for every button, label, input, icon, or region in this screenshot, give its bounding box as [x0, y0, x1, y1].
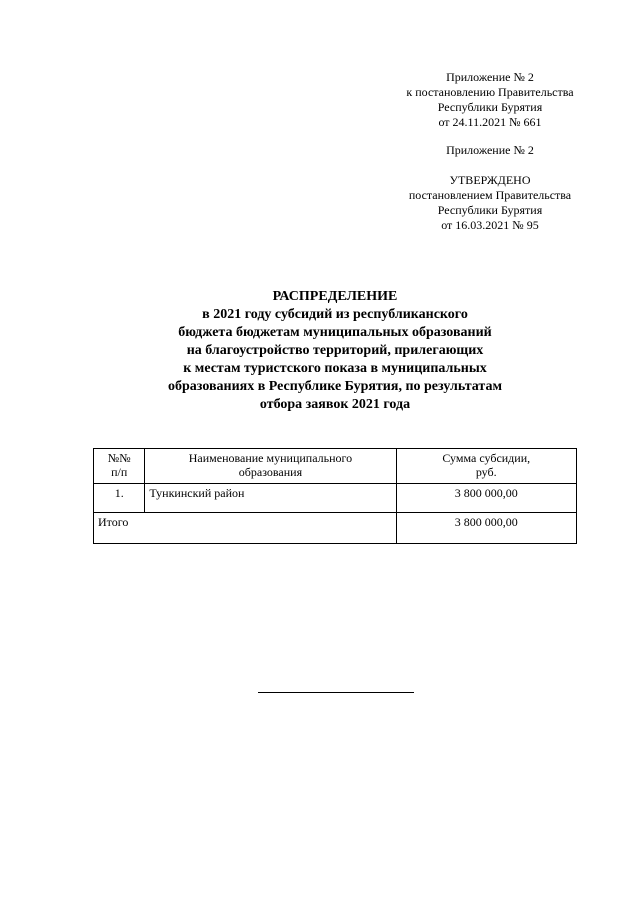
appendix-original-block — [380, 143, 600, 158]
approved-resolution-ref: постановлением Правительства — [408, 188, 572, 202]
title-line: на благоустройство территорий, прилегающих — [186, 343, 484, 358]
table-row — [94, 484, 577, 513]
appendix-republic: Республики Бурятия — [437, 100, 543, 114]
end-of-document-line — [258, 692, 414, 693]
appendix-resolution-ref: к постановлению Правительства — [406, 85, 574, 99]
header-sum-line: руб. — [475, 465, 497, 479]
table-total-row — [94, 513, 577, 544]
approved-label: УТВЕРЖДЕНО — [449, 173, 531, 187]
document-title — [100, 288, 570, 414]
appendix-number: Приложение № 2 — [446, 70, 534, 84]
appendix-original-number: Приложение № 2 — [446, 143, 534, 157]
appendix-current-block — [380, 70, 600, 130]
table-header-row — [94, 449, 577, 484]
appendix-date: от 24.11.2021 № 661 — [438, 115, 542, 129]
header-number-cell — [94, 449, 145, 484]
row-name-cell: Тункинский район — [145, 484, 396, 513]
title-line: бюджета бюджетам муниципальных образований — [178, 325, 492, 340]
total-label-cell: Итого — [94, 513, 397, 544]
header-name-line: образования — [238, 465, 303, 479]
header-sum-cell — [396, 449, 577, 484]
title-line: в 2021 году субсидий из республиканского — [202, 307, 468, 322]
row-sum-cell: 3 800 000,00 — [396, 484, 577, 513]
header-name-line: Наименование муниципального — [188, 451, 353, 465]
header-number-line: №№ — [107, 451, 131, 465]
total-sum-cell: 3 800 000,00 — [396, 513, 577, 544]
title-line: РАСПРЕДЕЛЕНИЕ — [272, 289, 398, 304]
header-sum-line: Сумма субсидии, — [442, 451, 531, 465]
approved-block — [380, 173, 600, 233]
approved-republic: Республики Бурятия — [437, 203, 543, 217]
distribution-table — [93, 448, 577, 544]
title-line: образованиях в Республике Бурятия, по результатам — [168, 379, 502, 394]
title-line: к местам туристского показа в муниципальных — [183, 361, 487, 376]
header-number-line: п/п — [111, 465, 128, 479]
title-line: отбора заявок 2021 года — [259, 397, 411, 412]
approved-date: от 16.03.2021 № 95 — [441, 218, 539, 232]
header-name-cell — [145, 449, 396, 484]
row-number-cell: 1. — [94, 484, 145, 513]
